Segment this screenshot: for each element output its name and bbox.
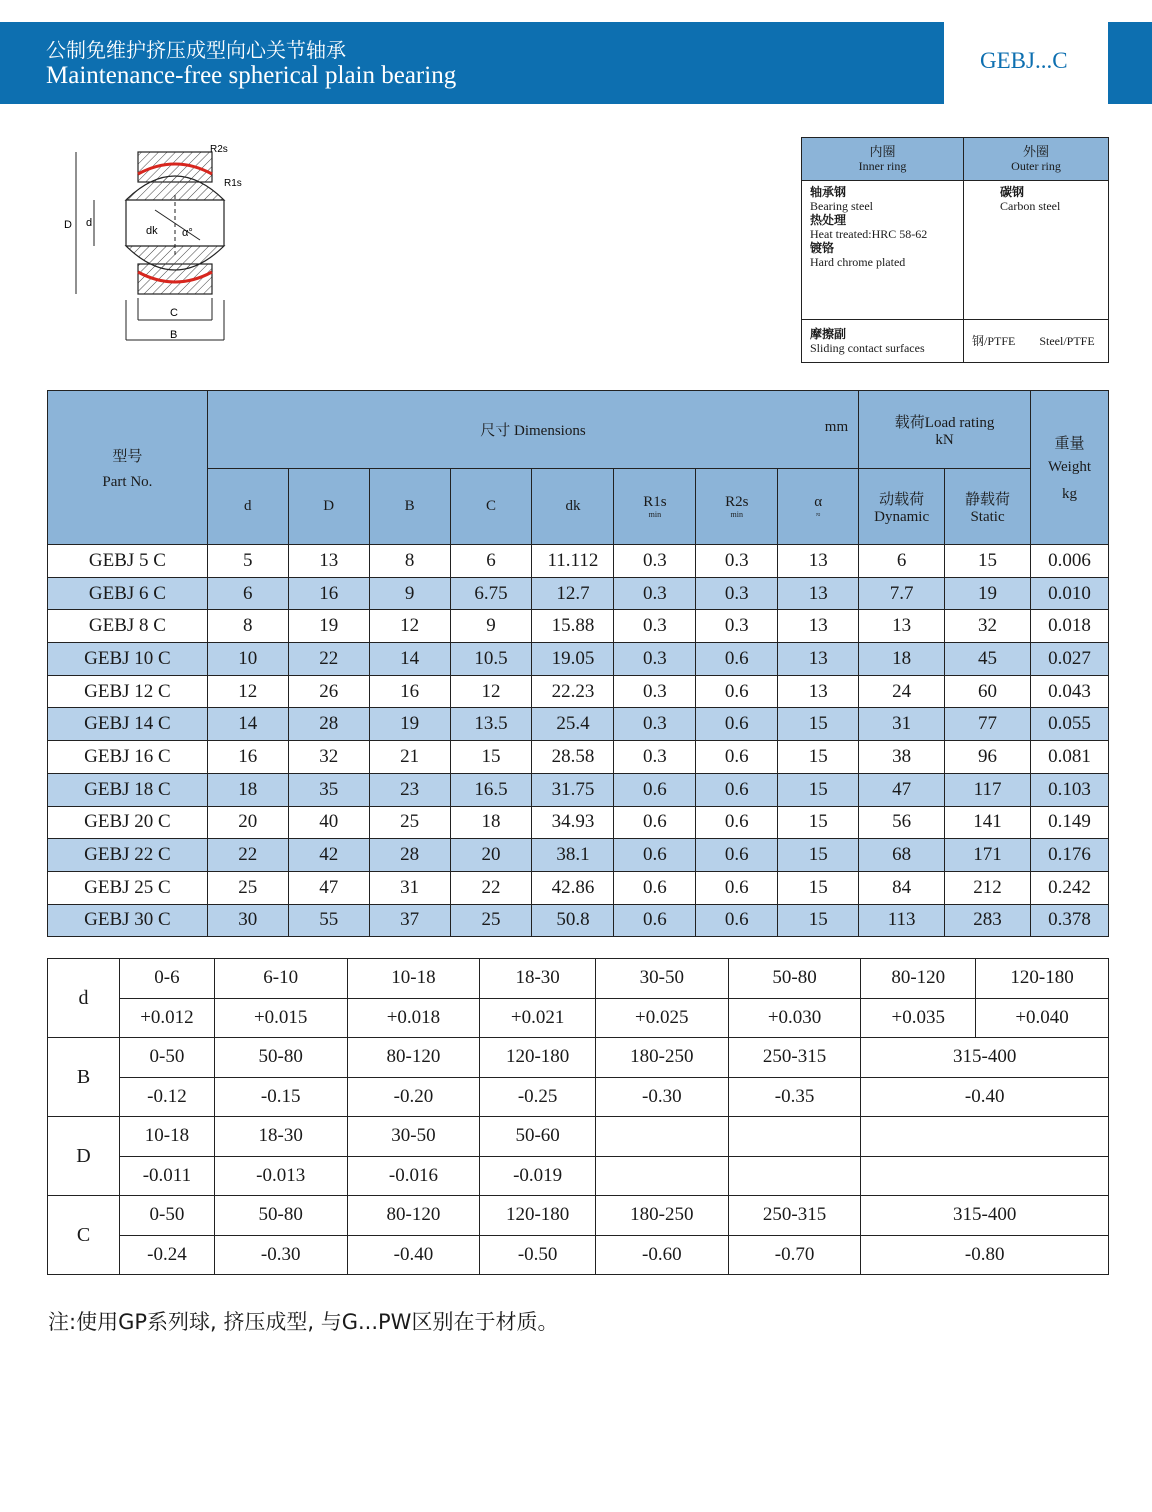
value-cell: 0.3 xyxy=(614,643,696,676)
tolerance-value-cell: -0.60 xyxy=(595,1235,728,1275)
value-cell: 15 xyxy=(778,741,859,774)
tolerance-value-cell: -0.016 xyxy=(347,1156,480,1196)
tolerance-value-cell: +0.018 xyxy=(347,998,480,1038)
value-cell: 13.5 xyxy=(450,708,532,741)
tolerance-value-cell: -0.25 xyxy=(480,1077,596,1117)
value-cell: 14 xyxy=(207,708,288,741)
value-cell: 0.027 xyxy=(1031,643,1109,676)
value-cell: 19 xyxy=(288,610,369,643)
value-cell: 0.6 xyxy=(696,741,778,774)
tolerance-label-C: C xyxy=(48,1196,120,1275)
tolerance-range-cell: 80-120 xyxy=(347,1196,480,1236)
part-number-cell: GEBJ 18 C xyxy=(48,773,208,806)
tolerance-value-cell: +0.030 xyxy=(728,998,861,1038)
label-r2s: R2s xyxy=(210,144,228,155)
value-cell: 0.3 xyxy=(614,577,696,610)
value-cell: 15 xyxy=(778,708,859,741)
value-cell: 0.3 xyxy=(696,610,778,643)
value-cell: 0.6 xyxy=(696,773,778,806)
value-cell: 12 xyxy=(450,675,532,708)
label-alpha: α° xyxy=(182,227,193,239)
value-cell: 0.6 xyxy=(614,839,696,872)
tolerance-row-d-values xyxy=(48,998,1109,1038)
sliding-surfaces-label: 摩擦副 Sliding contact surfaces xyxy=(802,320,964,363)
tolerance-range-cell: 50-80 xyxy=(728,959,861,999)
value-cell: 6 xyxy=(450,545,532,578)
value-cell: 28 xyxy=(288,708,369,741)
tolerance-range-cell: 30-50 xyxy=(595,959,728,999)
value-cell: 20 xyxy=(207,806,288,839)
tolerance-range-cell: 120-180 xyxy=(480,1196,596,1236)
col-dk: dk xyxy=(532,469,614,545)
part-number-cell: GEBJ 6 C xyxy=(48,577,208,610)
value-cell: 0.6 xyxy=(696,871,778,904)
value-cell: 19.05 xyxy=(532,643,614,676)
tolerance-range-cell: 120-180 xyxy=(480,1038,596,1078)
value-cell: 15 xyxy=(778,773,859,806)
value-cell: 0.3 xyxy=(696,545,778,578)
value-cell: 8 xyxy=(207,610,288,643)
footnote: 注:使用GP系列球, 挤压成型, 与G...PW区别在于材质。 xyxy=(48,1310,559,1334)
col-r2s: R2s min xyxy=(696,469,778,545)
label-C: C xyxy=(170,307,178,319)
value-cell: 6.75 xyxy=(450,577,532,610)
value-cell: 25.4 xyxy=(532,708,614,741)
value-cell: 15 xyxy=(450,741,532,774)
value-cell: 0.3 xyxy=(614,675,696,708)
value-cell: 16.5 xyxy=(450,773,532,806)
value-cell: 8 xyxy=(369,545,450,578)
part-number-cell: GEBJ 16 C xyxy=(48,741,208,774)
value-cell: 34.93 xyxy=(532,806,614,839)
value-cell: 22 xyxy=(207,839,288,872)
value-cell: 0.043 xyxy=(1031,675,1109,708)
tolerance-range-cell: 80-120 xyxy=(347,1038,480,1078)
tolerance-range-cell: 50-80 xyxy=(214,1196,347,1236)
value-cell: 13 xyxy=(778,577,859,610)
value-cell: 42.86 xyxy=(532,871,614,904)
title-en: Maintenance-free spherical plain bearing xyxy=(46,62,457,89)
tolerance-value-cell: +0.035 xyxy=(861,998,976,1038)
part-number-cell: GEBJ 8 C xyxy=(48,610,208,643)
value-cell: 0.6 xyxy=(614,806,696,839)
part-number-cell: GEBJ 25 C xyxy=(48,871,208,904)
value-cell: 171 xyxy=(945,839,1031,872)
tolerance-value-cell: -0.30 xyxy=(595,1077,728,1117)
header-banner xyxy=(0,22,944,104)
value-cell: 47 xyxy=(288,871,369,904)
title-cn: 公制免维护挤压成型向心关节轴承 xyxy=(46,38,346,62)
value-cell: 15 xyxy=(778,904,859,937)
value-cell: 19 xyxy=(945,577,1031,610)
col-alpha: α ≈ xyxy=(778,469,859,545)
value-cell: 9 xyxy=(369,577,450,610)
table-row xyxy=(48,708,1109,741)
value-cell: 18 xyxy=(207,773,288,806)
part-number-cell: GEBJ 12 C xyxy=(48,675,208,708)
value-cell: 16 xyxy=(288,577,369,610)
part-number-cell: GEBJ 10 C xyxy=(48,643,208,676)
value-cell: 38.1 xyxy=(532,839,614,872)
value-cell: 20 xyxy=(450,839,532,872)
value-cell: 15 xyxy=(778,806,859,839)
value-cell: 0.3 xyxy=(614,708,696,741)
value-cell: 21 xyxy=(369,741,450,774)
tolerance-value-cell: -0.019 xyxy=(480,1156,596,1196)
inner-ring-header: 内圈 Inner ring xyxy=(802,138,964,181)
tolerance-range-cell: 6-10 xyxy=(214,959,347,999)
dimensions-header: 尺寸 Dimensions mm xyxy=(207,391,858,469)
tolerance-range-cell: 0-6 xyxy=(120,959,215,999)
value-cell: 84 xyxy=(859,871,945,904)
table-row xyxy=(48,643,1109,676)
label-r1s: R1s xyxy=(224,178,242,189)
weight-header: 重量 Weight kg xyxy=(1031,391,1109,545)
tolerance-range-cell: 180-250 xyxy=(595,1196,728,1236)
value-cell: 28.58 xyxy=(532,741,614,774)
tolerance-range-cell: 50-60 xyxy=(480,1117,596,1157)
header-accent-strip xyxy=(1108,22,1152,104)
outer-ring-material: 碳钢 Carbon steel xyxy=(964,181,1109,320)
tolerance-empty-cell xyxy=(728,1156,861,1196)
value-cell: 30 xyxy=(207,904,288,937)
value-cell: 47 xyxy=(859,773,945,806)
spec-table xyxy=(47,390,1109,937)
tolerance-row-B-ranges xyxy=(48,1038,1109,1078)
col-C: C xyxy=(450,469,532,545)
value-cell: 0.6 xyxy=(696,904,778,937)
value-cell: 0.3 xyxy=(614,741,696,774)
value-cell: 0.006 xyxy=(1031,545,1109,578)
value-cell: 6 xyxy=(859,545,945,578)
tolerance-range-cell: 80-120 xyxy=(861,959,976,999)
value-cell: 0.378 xyxy=(1031,904,1109,937)
value-cell: 96 xyxy=(945,741,1031,774)
tolerance-range-cell: 18-30 xyxy=(480,959,596,999)
value-cell: 0.018 xyxy=(1031,610,1109,643)
tolerance-range-cell: 250-315 xyxy=(728,1196,861,1236)
tolerance-range-cell: 50-80 xyxy=(214,1038,347,1078)
value-cell: 25 xyxy=(207,871,288,904)
col-r1s: R1s min xyxy=(614,469,696,545)
tolerance-range-cell: 315-400 xyxy=(861,1038,1109,1078)
tolerance-row-D-ranges xyxy=(48,1117,1109,1157)
value-cell: 40 xyxy=(288,806,369,839)
tolerance-row-C-ranges xyxy=(48,1196,1109,1236)
value-cell: 6 xyxy=(207,577,288,610)
value-cell: 0.081 xyxy=(1031,741,1109,774)
value-cell: 0.3 xyxy=(696,577,778,610)
value-cell: 25 xyxy=(450,904,532,937)
tolerance-value-cell: -0.24 xyxy=(120,1235,215,1275)
value-cell: 18 xyxy=(859,643,945,676)
tolerance-label-B: B xyxy=(48,1038,120,1117)
value-cell: 0.6 xyxy=(614,904,696,937)
value-cell: 77 xyxy=(945,708,1031,741)
tolerance-range-cell: 120-180 xyxy=(976,959,1109,999)
value-cell: 5 xyxy=(207,545,288,578)
col-d: d xyxy=(207,469,288,545)
value-cell: 0.3 xyxy=(614,610,696,643)
value-cell: 13 xyxy=(859,610,945,643)
inner-ring-material: 轴承钢 Bearing steel 热处理 Heat treated:HRC 58-62 镀铬 Hard chrome plated xyxy=(802,181,964,320)
series-code: GEBJ...C xyxy=(980,48,1068,73)
tolerance-range-cell: 250-315 xyxy=(728,1038,861,1078)
value-cell: 10.5 xyxy=(450,643,532,676)
value-cell: 13 xyxy=(778,545,859,578)
value-cell: 0.055 xyxy=(1031,708,1109,741)
col-D: D xyxy=(288,469,369,545)
tolerance-value-cell: -0.12 xyxy=(120,1077,215,1117)
tolerance-value-cell: -0.70 xyxy=(728,1235,861,1275)
value-cell: 117 xyxy=(945,773,1031,806)
value-cell: 0.6 xyxy=(696,708,778,741)
value-cell: 0.3 xyxy=(614,545,696,578)
value-cell: 22.23 xyxy=(532,675,614,708)
tolerance-value-cell: -0.30 xyxy=(214,1235,347,1275)
value-cell: 18 xyxy=(450,806,532,839)
value-cell: 113 xyxy=(859,904,945,937)
tolerance-value-cell: -0.011 xyxy=(120,1156,215,1196)
value-cell: 0.176 xyxy=(1031,839,1109,872)
tolerance-range-cell: 0-50 xyxy=(120,1038,215,1078)
tolerance-empty-cell xyxy=(595,1117,728,1157)
part-no-header: 型号 Part No. xyxy=(48,391,208,545)
tolerance-range-cell: 18-30 xyxy=(214,1117,347,1157)
spec-table-body xyxy=(48,545,1109,937)
tolerance-value-cell: -0.013 xyxy=(214,1156,347,1196)
value-cell: 13 xyxy=(778,610,859,643)
tolerance-value-cell: -0.80 xyxy=(861,1235,1109,1275)
value-cell: 10 xyxy=(207,643,288,676)
tolerance-value-cell: -0.40 xyxy=(347,1235,480,1275)
tolerance-range-cell: 0-50 xyxy=(120,1196,215,1236)
tolerance-range-cell: 180-250 xyxy=(595,1038,728,1078)
value-cell: 14 xyxy=(369,643,450,676)
value-cell: 42 xyxy=(288,839,369,872)
value-cell: 9 xyxy=(450,610,532,643)
label-B: B xyxy=(170,329,178,341)
tolerance-range-cell: 315-400 xyxy=(861,1196,1109,1236)
tolerance-label-D: D xyxy=(48,1117,120,1196)
value-cell: 12 xyxy=(207,675,288,708)
value-cell: 60 xyxy=(945,675,1031,708)
value-cell: 32 xyxy=(288,741,369,774)
col-B: B xyxy=(369,469,450,545)
value-cell: 24 xyxy=(859,675,945,708)
tolerance-label-d: d xyxy=(48,959,120,1038)
tolerance-value-cell: -0.50 xyxy=(480,1235,596,1275)
table-row xyxy=(48,610,1109,643)
value-cell: 38 xyxy=(859,741,945,774)
value-cell: 31 xyxy=(369,871,450,904)
value-cell: 28 xyxy=(369,839,450,872)
value-cell: 35 xyxy=(288,773,369,806)
part-number-cell: GEBJ 30 C xyxy=(48,904,208,937)
tolerance-range-cell: 10-18 xyxy=(120,1117,215,1157)
table-row xyxy=(48,773,1109,806)
value-cell: 0.6 xyxy=(696,643,778,676)
col-static: 静载荷 Static xyxy=(945,469,1031,545)
value-cell: 0.242 xyxy=(1031,871,1109,904)
value-cell: 26 xyxy=(288,675,369,708)
value-cell: 55 xyxy=(288,904,369,937)
value-cell: 37 xyxy=(369,904,450,937)
table-row xyxy=(48,904,1109,937)
tolerance-value-cell: +0.021 xyxy=(480,998,596,1038)
value-cell: 15 xyxy=(778,839,859,872)
tolerance-value-cell: +0.040 xyxy=(976,998,1109,1038)
table-row xyxy=(48,806,1109,839)
tolerance-value-cell: -0.15 xyxy=(214,1077,347,1117)
part-number-cell: GEBJ 5 C xyxy=(48,545,208,578)
value-cell: 31.75 xyxy=(532,773,614,806)
bearing-drawing xyxy=(60,140,280,360)
value-cell: 15 xyxy=(778,871,859,904)
tolerance-range-cell: 30-50 xyxy=(347,1117,480,1157)
tolerance-empty-cell xyxy=(861,1117,1109,1157)
value-cell: 13 xyxy=(288,545,369,578)
tolerance-table xyxy=(47,958,1109,1275)
table-row xyxy=(48,741,1109,774)
value-cell: 7.7 xyxy=(859,577,945,610)
value-cell: 50.8 xyxy=(532,904,614,937)
label-D: D xyxy=(64,219,72,231)
part-number-cell: GEBJ 22 C xyxy=(48,839,208,872)
label-dk: dk xyxy=(146,225,158,237)
value-cell: 283 xyxy=(945,904,1031,937)
tolerance-value-cell: +0.025 xyxy=(595,998,728,1038)
col-dynamic: 动载荷 Dynamic xyxy=(859,469,945,545)
value-cell: 13 xyxy=(778,675,859,708)
value-cell: 25 xyxy=(369,806,450,839)
tolerance-row-B-values xyxy=(48,1077,1109,1117)
value-cell: 0.103 xyxy=(1031,773,1109,806)
table-row xyxy=(48,675,1109,708)
label-d: d xyxy=(86,217,93,229)
tolerance-value-cell: +0.012 xyxy=(120,998,215,1038)
value-cell: 13 xyxy=(778,643,859,676)
value-cell: 0.6 xyxy=(696,839,778,872)
tolerance-value-cell: -0.20 xyxy=(347,1077,480,1117)
value-cell: 11.112 xyxy=(532,545,614,578)
load-rating-header: 载荷Load rating kN xyxy=(859,391,1031,469)
material-table xyxy=(801,137,1109,363)
value-cell: 32 xyxy=(945,610,1031,643)
tolerance-row-C-values xyxy=(48,1235,1109,1275)
value-cell: 45 xyxy=(945,643,1031,676)
tolerance-row-d-ranges xyxy=(48,959,1109,999)
tolerance-range-cell: 10-18 xyxy=(347,959,480,999)
tolerance-value-cell: -0.40 xyxy=(861,1077,1109,1117)
tolerance-value-cell: +0.015 xyxy=(214,998,347,1038)
value-cell: 15 xyxy=(945,545,1031,578)
value-cell: 141 xyxy=(945,806,1031,839)
table-row xyxy=(48,577,1109,610)
value-cell: 16 xyxy=(369,675,450,708)
value-cell: 22 xyxy=(288,643,369,676)
value-cell: 56 xyxy=(859,806,945,839)
value-cell: 0.149 xyxy=(1031,806,1109,839)
outer-ring-header: 外圈 Outer ring xyxy=(964,138,1109,181)
part-number-cell: GEBJ 20 C xyxy=(48,806,208,839)
value-cell: 0.6 xyxy=(614,773,696,806)
value-cell: 23 xyxy=(369,773,450,806)
value-cell: 0.6 xyxy=(696,675,778,708)
value-cell: 31 xyxy=(859,708,945,741)
table-row xyxy=(48,545,1109,578)
table-row xyxy=(48,839,1109,872)
table-row xyxy=(48,871,1109,904)
value-cell: 0.010 xyxy=(1031,577,1109,610)
part-number-cell: GEBJ 14 C xyxy=(48,708,208,741)
tolerance-empty-cell xyxy=(595,1156,728,1196)
value-cell: 212 xyxy=(945,871,1031,904)
value-cell: 68 xyxy=(859,839,945,872)
value-cell: 12 xyxy=(369,610,450,643)
value-cell: 15.88 xyxy=(532,610,614,643)
value-cell: 0.6 xyxy=(696,806,778,839)
sliding-surfaces-values: 钢/PTFE Steel/PTFE xyxy=(964,320,1109,363)
value-cell: 0.6 xyxy=(614,871,696,904)
value-cell: 12.7 xyxy=(532,577,614,610)
tolerance-value-cell: -0.35 xyxy=(728,1077,861,1117)
tolerance-empty-cell xyxy=(861,1156,1109,1196)
tolerance-empty-cell xyxy=(728,1117,861,1157)
value-cell: 22 xyxy=(450,871,532,904)
series-code-box xyxy=(952,22,1102,104)
value-cell: 19 xyxy=(369,708,450,741)
value-cell: 16 xyxy=(207,741,288,774)
tolerance-row-D-values xyxy=(48,1156,1109,1196)
